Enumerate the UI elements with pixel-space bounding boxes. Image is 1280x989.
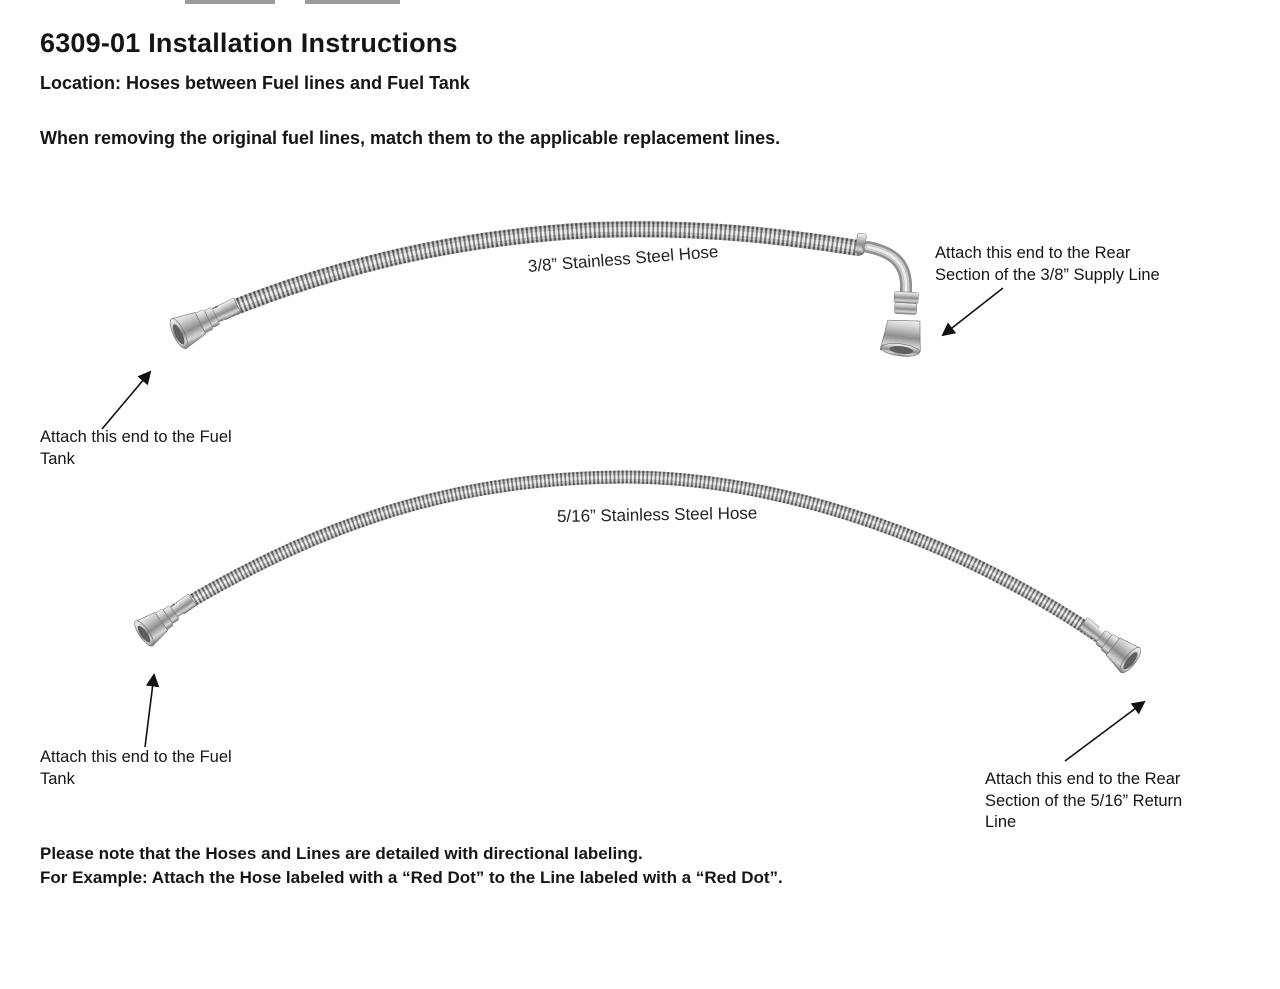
hose-38-illustration xyxy=(167,229,924,358)
callout-hose38-fuel-tank: Attach this end to the Fuel Tank xyxy=(40,428,232,468)
hose-38-fuel-tank-fitting xyxy=(167,290,245,351)
location-line: Location: Hoses between Fuel lines and Fuel Tank xyxy=(40,73,470,93)
hose-516-label: 5/16” Stainless Steel Hose xyxy=(556,503,758,526)
arrow-hose516-fuel-tank xyxy=(145,675,154,747)
arrow-hose38-fuel-tank xyxy=(102,372,150,429)
footer-note xyxy=(40,842,783,889)
intro-line: When removing the original fuel lines, match them to the applicable replacement lines. xyxy=(40,128,781,148)
hose-38-label: 3/8” Stainless Steel Hose xyxy=(527,242,720,276)
footer-note-line1: Please note that the Hoses and Lines are detailed with directional labeling. xyxy=(40,844,643,863)
hose-38-elbow-fitting xyxy=(854,233,924,359)
callout-hose38-supply-line: Attach this end to the Rear Section of the 3/8” Supply Line xyxy=(935,244,1160,284)
arrow-hose38-supply-line xyxy=(943,288,1003,335)
arrow-hose516-return-line xyxy=(1065,702,1144,761)
footer-note-line2: For Example: Attach the Hose labeled with a “Red Dot” to the Line labeled with a “Red Dot”. xyxy=(40,867,783,887)
callout-hose516-fuel-tank: Attach this end to the Fuel Tank xyxy=(40,748,232,788)
page-title: 6309-01 Installation Instructions xyxy=(40,28,458,58)
callout-hose516-return-line: Attach this end to the Rear Section of the 5/16” Return Line xyxy=(985,770,1183,831)
hose-516-braided-body xyxy=(176,477,1098,636)
